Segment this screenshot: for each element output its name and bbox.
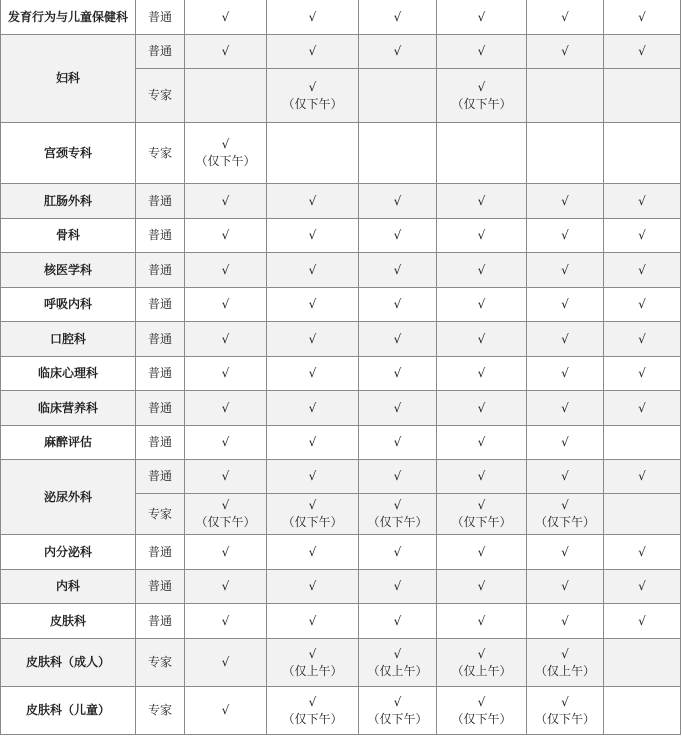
check-mark: √ (393, 297, 402, 311)
check-mark: √ (477, 498, 486, 512)
availability-cell (267, 535, 359, 570)
clinic-type-cell: 普通 (136, 253, 185, 288)
check-mark: √ (638, 469, 646, 483)
availability-cell (527, 460, 604, 494)
availability-cell (604, 69, 681, 123)
clinic-type-cell: 专家 (136, 639, 185, 687)
availability-cell (437, 69, 527, 123)
department-cell: 临床营养科 (1, 391, 136, 426)
check-mark: √ (638, 613, 646, 628)
department-cell: 临床心理科 (1, 357, 136, 391)
check-mark: √ (477, 297, 486, 311)
availability-cell (437, 288, 527, 322)
availability-cell (185, 687, 267, 735)
check-mark: √ (477, 228, 486, 242)
availability-cell (359, 391, 437, 426)
department-cell: 内科 (1, 570, 136, 604)
check-mark: √ (221, 544, 230, 559)
check-mark: √ (393, 193, 402, 208)
availability-cell (527, 288, 604, 322)
check-mark: √ (638, 400, 646, 415)
availability-cell (359, 288, 437, 322)
check-mark: √ (393, 646, 402, 661)
clinic-type-cell: 普通 (136, 0, 185, 35)
availability-cell (604, 604, 681, 639)
check-mark: √ (561, 613, 569, 628)
check-mark: √ (308, 366, 317, 380)
check-mark: √ (561, 435, 569, 449)
availability-cell (527, 426, 604, 460)
check-mark: √ (393, 613, 402, 628)
check-mark: √ (561, 498, 569, 512)
availability-cell (527, 0, 604, 35)
availability-cell (527, 494, 604, 535)
availability-cell (437, 535, 527, 570)
availability-cell (185, 184, 267, 219)
availability-cell (185, 253, 267, 288)
availability-cell (527, 253, 604, 288)
check-mark: √ (638, 9, 646, 24)
department-cell: 泌尿外科 (1, 460, 136, 535)
availability-cell (527, 570, 604, 604)
check-mark: √ (561, 469, 569, 483)
check-mark: √ (561, 9, 569, 24)
check-mark: √ (393, 469, 402, 483)
availability-cell (604, 460, 681, 494)
availability-cell (359, 253, 437, 288)
availability-cell (437, 123, 527, 184)
check-mark: √ (308, 498, 317, 512)
department-cell: 皮肤科（成人） (1, 639, 136, 687)
department-cell: 麻醉评估 (1, 426, 136, 460)
availability-cell (437, 570, 527, 604)
availability-cell (527, 69, 604, 123)
check-mark: √ (477, 79, 486, 94)
check-mark: √ (561, 228, 569, 242)
check-mark: √ (221, 655, 230, 669)
clinic-type-cell: 普通 (136, 426, 185, 460)
check-mark: √ (221, 193, 230, 208)
clinic-type-cell: 普通 (136, 357, 185, 391)
availability-cell (527, 322, 604, 357)
availability-cell (437, 35, 527, 69)
check-mark: √ (561, 544, 569, 559)
check-mark: √ (393, 579, 402, 593)
clinic-type-cell: 普通 (136, 35, 185, 69)
time-note: （仅下午） (367, 711, 428, 726)
check-mark: √ (561, 366, 569, 380)
table-row (1, 219, 681, 253)
check-mark: √ (477, 544, 486, 559)
availability-cell (359, 357, 437, 391)
availability-cell (185, 288, 267, 322)
availability-cell (267, 288, 359, 322)
availability-cell (604, 494, 681, 535)
availability-cell (185, 69, 267, 123)
check-mark: √ (393, 498, 402, 512)
availability-cell (267, 184, 359, 219)
availability-cell (527, 35, 604, 69)
clinic-type-cell: 专家 (136, 123, 185, 184)
check-mark: √ (561, 44, 569, 58)
check-mark: √ (221, 498, 230, 512)
time-note: （仅下午） (451, 96, 512, 111)
availability-cell (267, 35, 359, 69)
check-mark: √ (308, 400, 317, 415)
availability-cell (527, 219, 604, 253)
check-mark: √ (308, 331, 317, 346)
availability-cell (604, 687, 681, 735)
check-mark: √ (477, 694, 486, 709)
availability-cell (267, 494, 359, 535)
clinic-type-cell: 普通 (136, 322, 185, 357)
availability-cell (359, 426, 437, 460)
check-mark: √ (221, 366, 230, 380)
availability-cell (267, 69, 359, 123)
table-row (1, 123, 681, 184)
availability-cell (527, 639, 604, 687)
availability-cell (527, 184, 604, 219)
check-mark: √ (308, 646, 317, 661)
time-note: （仅上午） (451, 663, 512, 678)
availability-cell (185, 0, 267, 35)
schedule-body (1, 0, 681, 735)
availability-cell (185, 570, 267, 604)
check-mark: √ (561, 694, 569, 709)
availability-cell (604, 570, 681, 604)
department-cell: 肛肠外科 (1, 184, 136, 219)
availability-cell (185, 604, 267, 639)
time-note: （仅上午） (534, 663, 595, 678)
table-row (1, 35, 681, 69)
check-mark: √ (477, 646, 486, 661)
check-mark: √ (477, 331, 486, 346)
check-mark: √ (221, 262, 230, 277)
time-note: （仅下午） (195, 154, 256, 168)
availability-cell (185, 322, 267, 357)
check-mark: √ (561, 331, 569, 346)
check-mark: √ (477, 579, 486, 593)
availability-cell (267, 426, 359, 460)
availability-cell (437, 0, 527, 35)
time-note: （仅下午） (451, 515, 512, 529)
check-mark: √ (393, 435, 402, 449)
availability-cell (267, 357, 359, 391)
availability-cell (185, 494, 267, 535)
department-cell: 内分泌科 (1, 535, 136, 570)
availability-cell (437, 253, 527, 288)
availability-cell (185, 426, 267, 460)
availability-cell (437, 460, 527, 494)
check-mark: √ (221, 331, 230, 346)
check-mark: √ (308, 579, 317, 593)
check-mark: √ (561, 262, 569, 277)
clinic-type-cell: 普通 (136, 570, 185, 604)
availability-cell (267, 687, 359, 735)
table-row (1, 604, 681, 639)
check-mark: √ (477, 435, 486, 449)
time-note: （仅下午） (282, 96, 343, 111)
check-mark: √ (638, 262, 646, 277)
table-row (1, 426, 681, 460)
check-mark: √ (308, 44, 317, 58)
table-row (1, 391, 681, 426)
availability-cell (359, 322, 437, 357)
availability-cell (527, 604, 604, 639)
check-mark: √ (638, 297, 646, 311)
clinic-type-cell: 普通 (136, 535, 185, 570)
table-row (1, 184, 681, 219)
availability-cell (604, 35, 681, 69)
check-mark: √ (308, 544, 317, 559)
availability-cell (185, 35, 267, 69)
table-row (1, 639, 681, 687)
availability-cell (359, 35, 437, 69)
availability-cell (604, 535, 681, 570)
availability-cell (267, 570, 359, 604)
availability-cell (437, 604, 527, 639)
check-mark: √ (393, 44, 402, 58)
check-mark: √ (308, 469, 317, 483)
check-mark: √ (308, 694, 317, 709)
check-mark: √ (393, 228, 402, 242)
availability-cell (437, 494, 527, 535)
availability-cell (359, 0, 437, 35)
availability-cell (359, 639, 437, 687)
availability-cell (527, 687, 604, 735)
availability-cell (527, 535, 604, 570)
check-mark: √ (221, 703, 230, 717)
availability-cell (604, 639, 681, 687)
check-mark: √ (221, 137, 230, 151)
table-row (1, 0, 681, 35)
check-mark: √ (477, 469, 486, 483)
clinic-type-cell: 普通 (136, 604, 185, 639)
availability-cell (437, 426, 527, 460)
check-mark: √ (308, 262, 317, 277)
check-mark: √ (221, 400, 230, 415)
department-cell: 宫颈专科 (1, 123, 136, 184)
check-mark: √ (221, 469, 230, 483)
clinic-type-cell: 普通 (136, 460, 185, 494)
check-mark: √ (308, 193, 317, 208)
check-mark: √ (308, 435, 317, 449)
check-mark: √ (561, 297, 569, 311)
availability-cell (604, 219, 681, 253)
check-mark: √ (477, 366, 486, 380)
time-note: （仅下午） (195, 515, 256, 529)
availability-cell (359, 687, 437, 735)
check-mark: √ (308, 79, 317, 94)
availability-cell (359, 494, 437, 535)
availability-cell (604, 391, 681, 426)
time-note: （仅下午） (534, 515, 595, 529)
department-cell: 口腔科 (1, 322, 136, 357)
department-cell: 发育行为与儿童保健科 (1, 0, 136, 35)
availability-cell (437, 184, 527, 219)
department-cell: 皮肤科（儿童） (1, 687, 136, 735)
table-row (1, 357, 681, 391)
clinic-type-cell: 专家 (136, 69, 185, 123)
availability-cell (604, 288, 681, 322)
availability-cell (267, 0, 359, 35)
availability-cell (437, 391, 527, 426)
availability-cell (267, 604, 359, 639)
check-mark: √ (638, 193, 646, 208)
check-mark: √ (477, 44, 486, 58)
check-mark: √ (308, 297, 317, 311)
clinic-type-cell: 普通 (136, 391, 185, 426)
check-mark: √ (638, 579, 646, 593)
availability-cell (437, 639, 527, 687)
check-mark: √ (221, 297, 230, 311)
check-mark: √ (221, 228, 230, 242)
check-mark: √ (221, 9, 230, 24)
check-mark: √ (561, 193, 569, 208)
availability-cell (604, 322, 681, 357)
check-mark: √ (221, 613, 230, 628)
availability-cell (604, 357, 681, 391)
check-mark: √ (561, 400, 569, 415)
availability-cell (267, 123, 359, 184)
availability-cell (527, 357, 604, 391)
check-mark: √ (393, 9, 402, 24)
availability-cell (604, 123, 681, 184)
check-mark: √ (393, 400, 402, 415)
availability-cell (359, 123, 437, 184)
table-row (1, 288, 681, 322)
availability-cell (437, 357, 527, 391)
check-mark: √ (221, 44, 230, 58)
clinic-type-cell: 专家 (136, 687, 185, 735)
check-mark: √ (221, 579, 230, 593)
check-mark: √ (308, 613, 317, 628)
availability-cell (604, 0, 681, 35)
time-note: （仅下午） (534, 711, 595, 726)
department-cell: 核医学科 (1, 253, 136, 288)
department-cell: 骨科 (1, 219, 136, 253)
availability-cell (359, 460, 437, 494)
table-row (1, 253, 681, 288)
time-note: （仅上午） (367, 663, 428, 678)
availability-cell (185, 535, 267, 570)
availability-cell (359, 535, 437, 570)
check-mark: √ (638, 44, 646, 58)
table-row (1, 460, 681, 494)
availability-cell (527, 123, 604, 184)
check-mark: √ (393, 544, 402, 559)
check-mark: √ (638, 228, 646, 242)
availability-cell (527, 391, 604, 426)
availability-cell (267, 322, 359, 357)
check-mark: √ (477, 613, 486, 628)
check-mark: √ (561, 579, 569, 593)
time-note: （仅下午） (367, 515, 428, 529)
availability-cell (359, 604, 437, 639)
time-note: （仅上午） (282, 663, 343, 678)
table-row (1, 570, 681, 604)
availability-cell (359, 219, 437, 253)
check-mark: √ (477, 9, 486, 24)
availability-cell (267, 391, 359, 426)
time-note: （仅下午） (451, 711, 512, 726)
check-mark: √ (308, 9, 317, 24)
check-mark: √ (221, 435, 230, 449)
check-mark: √ (638, 544, 646, 559)
clinic-type-cell: 普通 (136, 219, 185, 253)
availability-cell (437, 687, 527, 735)
availability-cell (185, 639, 267, 687)
availability-cell (185, 219, 267, 253)
check-mark: √ (393, 331, 402, 346)
table-row (1, 687, 681, 735)
availability-cell (185, 460, 267, 494)
availability-cell (604, 253, 681, 288)
table-row (1, 535, 681, 570)
clinic-type-cell: 专家 (136, 494, 185, 535)
check-mark: √ (393, 366, 402, 380)
time-note: （仅下午） (282, 711, 343, 726)
availability-cell (267, 639, 359, 687)
availability-cell (185, 391, 267, 426)
table-row (1, 322, 681, 357)
clinic-type-cell: 普通 (136, 288, 185, 322)
availability-cell (267, 460, 359, 494)
availability-cell (604, 426, 681, 460)
availability-cell (185, 357, 267, 391)
availability-cell (359, 184, 437, 219)
check-mark: √ (638, 331, 646, 346)
check-mark: √ (393, 262, 402, 277)
availability-cell (185, 123, 267, 184)
availability-cell (359, 69, 437, 123)
availability-cell (267, 219, 359, 253)
check-mark: √ (477, 193, 486, 208)
availability-cell (359, 570, 437, 604)
check-mark: √ (308, 228, 317, 242)
availability-cell (604, 184, 681, 219)
check-mark: √ (477, 262, 486, 277)
check-mark: √ (477, 400, 486, 415)
check-mark: √ (393, 694, 402, 709)
department-cell: 妇科 (1, 35, 136, 123)
department-cell: 皮肤科 (1, 604, 136, 639)
clinic-type-cell: 普通 (136, 184, 185, 219)
check-mark: √ (638, 366, 646, 380)
check-mark: √ (561, 646, 569, 661)
availability-cell (267, 253, 359, 288)
availability-cell (437, 219, 527, 253)
availability-cell (437, 322, 527, 357)
department-cell: 呼吸内科 (1, 288, 136, 322)
time-note: （仅下午） (282, 515, 343, 529)
